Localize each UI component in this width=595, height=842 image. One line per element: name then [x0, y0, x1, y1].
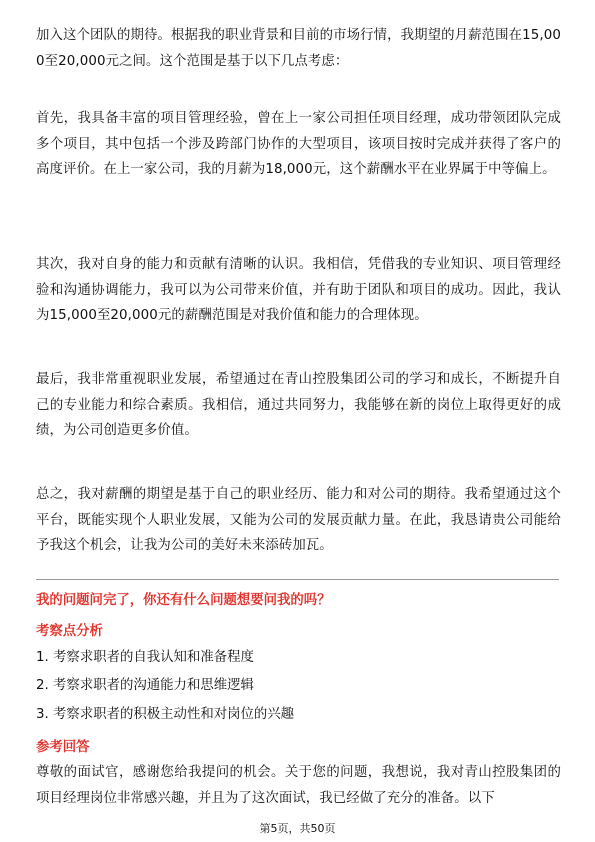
analysis-heading: 考察点分析	[36, 624, 103, 639]
reference-answer: 尊敬的面试官，感谢您给我提问的机会。关于您的问题，我想说，我对青山控股集团的项目经理岗位非常感兴趣，并且为了这次面试，我已经做了充分的准备。以下	[36, 765, 561, 806]
paragraph-intro: 加入这个团队的期待。根据我的职业背景和目前的市场行情，我期望的月薪范围在15,000至20,000元之间。这个范围是基于以下几点考虑：	[36, 28, 561, 69]
paragraph-last: 最后，我非常重视职业发展，希望通过在青山控股集团公司的学习和成长，不断提升自己的专业能力和综合素质。我相信，通过共同努力，我能够在新的岗位上取得更好的成绩，为公司创造更多价值。	[36, 372, 561, 439]
analysis-item: 1. 考察求职者的自我认知和准备程度	[36, 650, 254, 665]
paragraph-conclusion: 总之，我对薪酬的期望是基于自己的职业经历、能力和对公司的期待。我希望通过这个平台，既能实现个人职业发展，又能为公司的发展贡献力量。在此，我恳请贵公司能给予我这个机会，让我为公司的美好未来添砖加瓦。	[36, 487, 561, 554]
paragraph-second: 其次，我对自身的能力和贡献有清晰的认识。我相信，凭借我的专业知识、项目管理经验和沟通协调能力，我可以为公司带来价值，并有助于团队和项目的成功。因此，我认为15,000至20,000元的薪酬范围是对我价值和能力的合理体现。	[36, 257, 561, 324]
analysis-item: 3. 考察求职者的积极主动性和对岗位的兴趣	[36, 707, 295, 722]
paragraph-first: 首先，我具备丰富的项目管理经验，曾在上一家公司担任项目经理，成功带领团队完成多个项目，其中包括一个涉及跨部门协作的大型项目，该项目按时完成并获得了客户的高度评价。在上一家公司，我的月薪为18,000元，这个薪酬水平在业界属于中等偏上。	[36, 111, 561, 178]
page-number-footer: 第5页，共50页	[259, 822, 336, 835]
interview-question: 我的问题问完了，你还有什么问题想要问我的吗？	[36, 593, 331, 608]
reference-heading: 参考回答	[36, 740, 90, 755]
section-divider	[36, 579, 559, 580]
analysis-item: 2. 考察求职者的沟通能力和思维逻辑	[36, 678, 254, 693]
